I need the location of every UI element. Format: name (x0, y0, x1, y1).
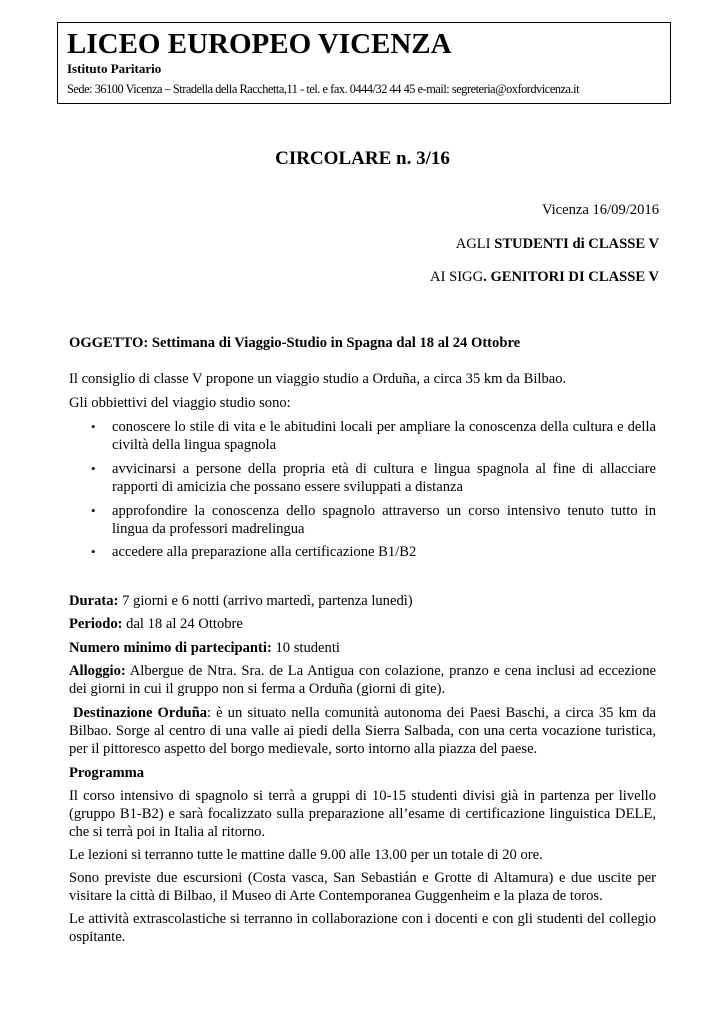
subject-line: OGGETTO: Settimana di Viaggio-Studio in Spagna dal 18 al 24 Ottobre (69, 335, 521, 351)
destinazione-line (69, 704, 656, 722)
recipient-students-prefix: AGLI (455, 236, 495, 252)
detail-value: : è un situato nella comunità autonoma dei Paesi Baschi, a circa 35 km da (207, 705, 656, 721)
programma-line: Sono previste due escursioni (Costa vasca, San Sebastián e Grotte di Altamura) e due uscite per (69, 870, 656, 886)
detail-label: Numero minimo di partecipanti: (69, 640, 272, 656)
detail-label: Periodo: (69, 616, 123, 632)
detail-durata (69, 592, 656, 610)
destinazione-line: Bilbao. Sorge al centro di una valle ai piedi della Sierra Salbada, con una certa vocazione turistica, (69, 723, 656, 739)
recipient-parents-prefix: AI SIGG (430, 269, 484, 285)
objective-line: avvicinarsi a persone della propria età di cultura e lingua spagnola al fine di allacciare (112, 461, 656, 477)
programma-line: visitare la città di Bilbao, il Museo di Arte Contemporanea Guggenheim e la plaza de toros. (69, 888, 603, 904)
objective-item (112, 460, 656, 496)
school-subtitle: Istituto Paritario (67, 61, 162, 76)
school-contact: Sede: 36100 Vicenza – Stradella della Racchetta,11 - tel. e fax. 0444/32 44 45 e-mail: segreteria@oxfordvicenza.it (67, 82, 580, 96)
detail-value: Albergue de Ntra. Sra. de La Antigua con colazione, pranzo e cena inclusi ad eccezione (125, 663, 656, 679)
recipient-students (456, 235, 659, 253)
letterhead (57, 22, 671, 104)
objective-item (112, 502, 656, 538)
circular-title: CIRCOLARE n. 3/16 (275, 148, 450, 169)
detail-destinazione (69, 704, 656, 758)
bullet-icon: • (91, 461, 96, 476)
detail-value: 7 giorni e 6 notti (arrivo martedì, partenza lunedì) (118, 593, 413, 609)
programma-line: ospitante. (69, 929, 126, 945)
detail-alloggio (69, 662, 656, 698)
bullet-icon: • (91, 419, 96, 434)
objective-item (112, 418, 656, 454)
programma-heading: Programma (69, 765, 145, 781)
detail-label: Durata: (69, 593, 119, 609)
programma-paragraph-3 (69, 869, 656, 905)
alloggio-line (69, 662, 656, 680)
programma-paragraph-1 (69, 787, 656, 841)
objective-item (112, 543, 656, 561)
programma-line: (gruppo B1-B2) e sarà focalizzato sulla preparazione all’esame di certificazione linguistica DELE, (69, 806, 656, 822)
recipient-parents-name: . GENITORI DI CLASSE V (483, 269, 659, 285)
objective-line: approfondire la conoscenza dello spagnolo attraverso un corso intensivo tenuto tutto in (112, 503, 656, 519)
programma-line: Il corso intensivo di spagnolo si terrà a gruppi di 10-15 studenti divisi già in partenza per livello (69, 788, 656, 804)
bullet-icon: • (91, 544, 96, 559)
alloggio-line: dei giorni in cui il gruppo non si ferma a Orduña (giorni di gite). (69, 681, 446, 697)
bullet-icon: • (91, 503, 96, 518)
recipient-students-name: STUDENTI di CLASSE V (494, 236, 659, 252)
objective-line: conoscere lo stile di vita e le abitudini locali per ampliare la conoscenza della cultura e della (112, 419, 656, 435)
detail-periodo (69, 615, 656, 633)
objective-line: rapporti di amicizia che possano essere sviluppati a distanza (112, 479, 463, 495)
detail-label: Destinazione Orduña (73, 705, 207, 721)
objective-line: accedere alla preparazione alla certificazione B1/B2 (112, 544, 417, 560)
detail-value: dal 18 al 24 Ottobre (122, 616, 243, 632)
recipient-parents (430, 268, 659, 286)
destinazione-line: per il pittoresco aspetto del borgo medievale, sorto intorno alla piazza del paese. (69, 741, 538, 757)
objective-line: lingua da professori madrelingua (112, 521, 305, 537)
programma-paragraph-2: Le lezioni si terranno tutte le mattine dalle 9.00 alle 13.00 per un totale di 20 ore. (69, 847, 543, 863)
objectives-heading: Gli obbiettivi del viaggio studio sono: (69, 395, 291, 411)
detail-value: 10 studenti (271, 640, 340, 656)
programma-paragraph-4 (69, 910, 656, 946)
detail-minimo (69, 639, 656, 657)
programma-line: che si terrà poi in Italia al ritorno. (69, 824, 266, 840)
objective-line: civiltà della lingua spagnola (112, 437, 277, 453)
programma-line: Le attività extrascolastiche si terranno in collaborazione con i docenti e con gli studenti del collegio (69, 911, 656, 927)
detail-label: Alloggio: (69, 663, 126, 679)
intro-paragraph: Il consiglio di classe V propone un viaggio studio a Orduña, a circa 35 km da Bilbao. (69, 371, 567, 387)
circular-date: Vicenza 16/09/2016 (541, 202, 659, 218)
school-name: LICEO EUROPEO VICENZA (67, 28, 452, 60)
